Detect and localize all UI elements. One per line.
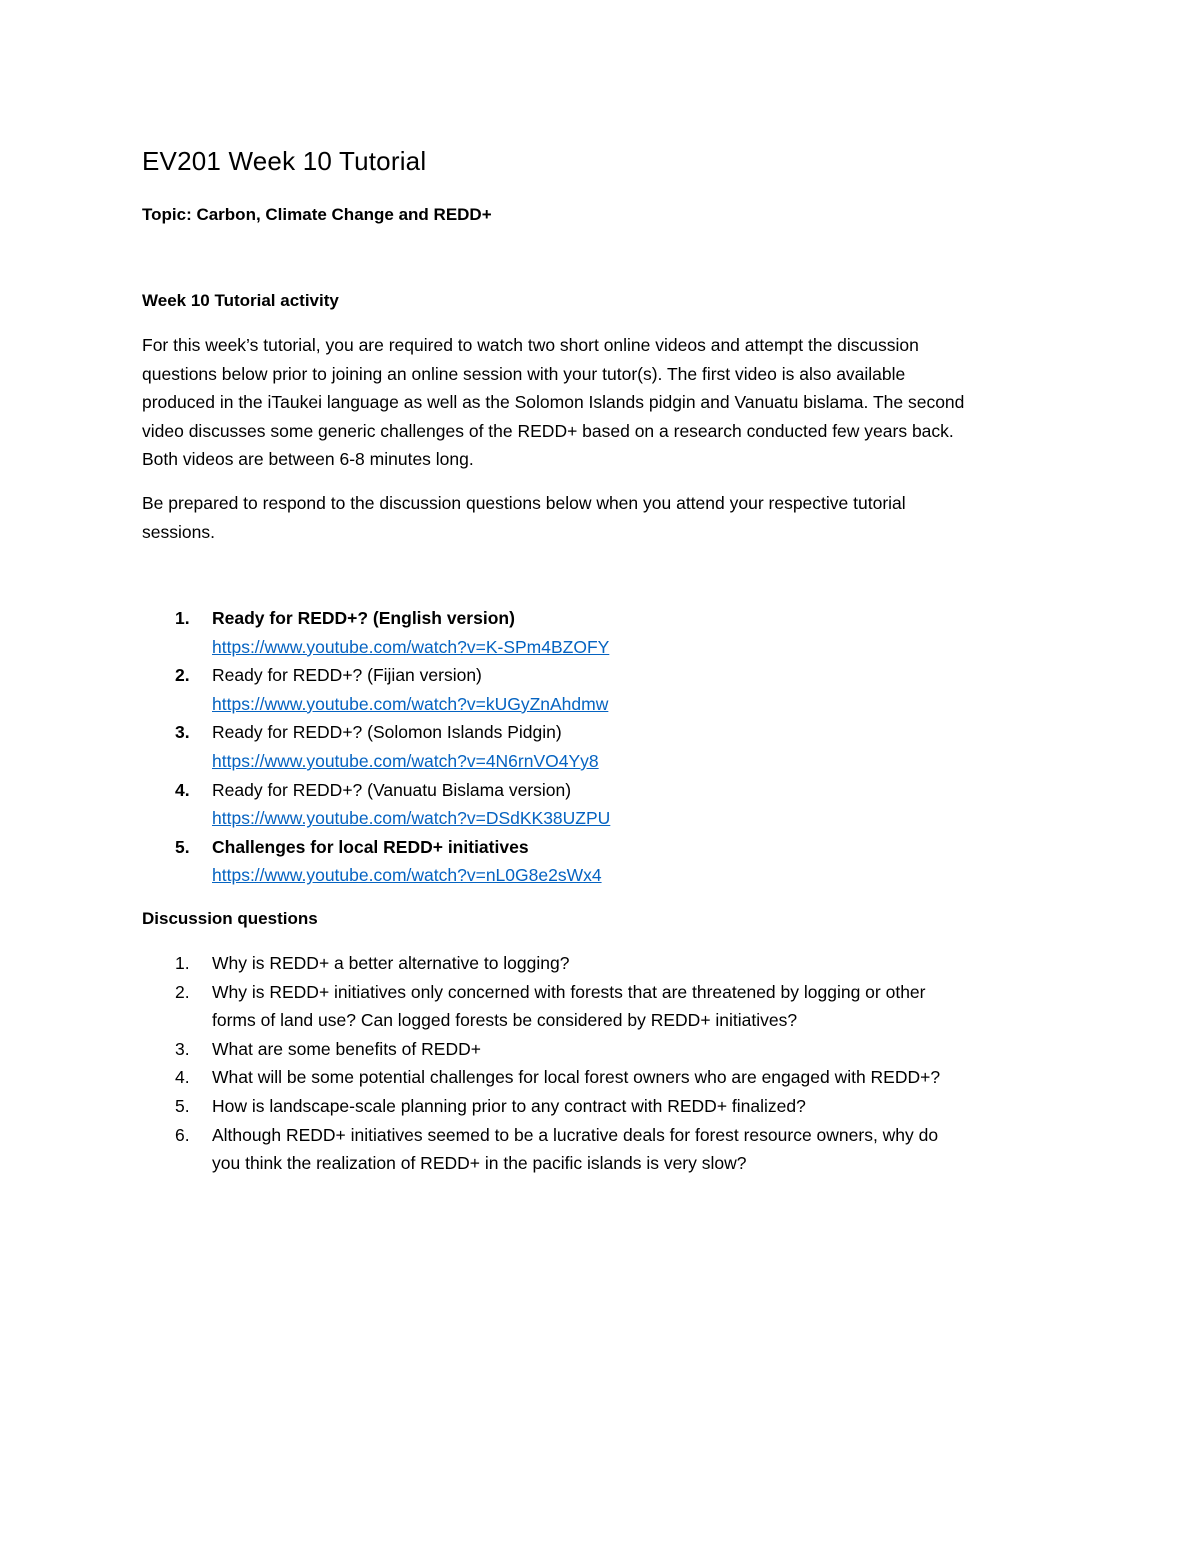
intro-line: questions below prior to joining an online session with your tutor(s). The first video is also available — [142, 363, 906, 384]
intro-line: Both videos are between 6-8 minutes long. — [142, 449, 474, 470]
question-item — [142, 1092, 1067, 1121]
question-item — [142, 1121, 1067, 1178]
video-title: Ready for REDD+? (Fijian version) — [212, 665, 482, 686]
intro-line: For this week’s tutorial, you are required to watch two short online videos and attempt the discussion — [142, 335, 919, 355]
video-link[interactable]: https://www.youtube.com/watch?v=nL0G8e2sWx4 — [212, 865, 602, 886]
document-body — [142, 140, 1067, 1174]
video-title: Ready for REDD+? (Vanuatu Bislama version) — [212, 779, 572, 800]
intro-paragraph — [142, 331, 1067, 474]
video-item — [142, 833, 1067, 890]
question-line: Although REDD+ initiatives seemed to be a lucrative deals for forest resource owners, why do — [212, 1124, 939, 1145]
question-line: What will be some potential challenges for local forest owners who are engaged with REDD+? — [212, 1067, 941, 1088]
instruction-paragraph — [142, 489, 1067, 546]
video-link[interactable]: https://www.youtube.com/watch?v=K-SPm4BZOFY — [212, 636, 610, 657]
video-link[interactable]: https://www.youtube.com/watch?v=4N6rnVO4Yy8 — [212, 750, 599, 771]
video-link[interactable]: https://www.youtube.com/watch?v=DSdKK38UZPU — [212, 808, 611, 829]
question-number: 4. — [175, 1067, 190, 1088]
question-line: What are some benefits of REDD+ — [212, 1038, 481, 1059]
video-number: 1. — [175, 608, 190, 628]
video-title: Ready for REDD+? (English version) — [212, 608, 515, 628]
video-number: 4. — [175, 779, 190, 800]
video-item — [142, 661, 1067, 718]
video-number: 5. — [175, 836, 190, 857]
question-number: 6. — [175, 1124, 190, 1145]
question-number: 5. — [175, 1095, 190, 1116]
discussion-heading: Discussion questions — [142, 909, 318, 928]
video-title: Challenges for local REDD+ initiatives — [212, 836, 529, 857]
video-item — [142, 718, 1067, 775]
document-title: EV201 Week 10 Tutorial — [142, 146, 427, 176]
question-line: Why is REDD+ initiatives only concerned with forests that are threatened by logging or other — [212, 981, 926, 1002]
question-item — [142, 1035, 1067, 1064]
activity-heading: Week 10 Tutorial activity — [142, 291, 339, 310]
video-item — [142, 604, 1067, 661]
question-number: 3. — [175, 1038, 190, 1059]
video-item — [142, 776, 1067, 833]
question-line: forms of land use? Can logged forests be considered by REDD+ initiatives? — [212, 1010, 798, 1031]
question-line: you think the realization of REDD+ in the pacific islands is very slow? — [212, 1153, 747, 1174]
question-item — [142, 978, 1067, 1035]
question-list — [142, 949, 1067, 1178]
question-line: How is landscape-scale planning prior to any contract with REDD+ finalized? — [212, 1095, 806, 1116]
question-item — [142, 1063, 1067, 1092]
question-number: 1. — [175, 953, 190, 973]
instruction-line: sessions. — [142, 521, 215, 542]
video-list — [142, 604, 1067, 890]
question-line: Why is REDD+ a better alternative to logging? — [212, 953, 570, 973]
question-number: 2. — [175, 981, 190, 1002]
instruction-line: Be prepared to respond to the discussion questions below when you attend your respective tutorial — [142, 493, 906, 513]
video-number: 2. — [175, 665, 190, 686]
intro-line: produced in the iTaukei language as well as the Solomon Islands pidgin and Vanuatu bislama. The second — [142, 392, 965, 413]
question-item — [142, 949, 1067, 978]
video-link[interactable]: https://www.youtube.com/watch?v=kUGyZnAhdmw — [212, 693, 609, 714]
video-title: Ready for REDD+? (Solomon Islands Pidgin) — [212, 722, 562, 743]
topic-line: Topic: Carbon, Climate Change and REDD+ — [142, 205, 492, 224]
intro-line: video discusses some generic challenges of the REDD+ based on a research conducted few years back. — [142, 420, 954, 441]
video-number: 3. — [175, 722, 190, 743]
